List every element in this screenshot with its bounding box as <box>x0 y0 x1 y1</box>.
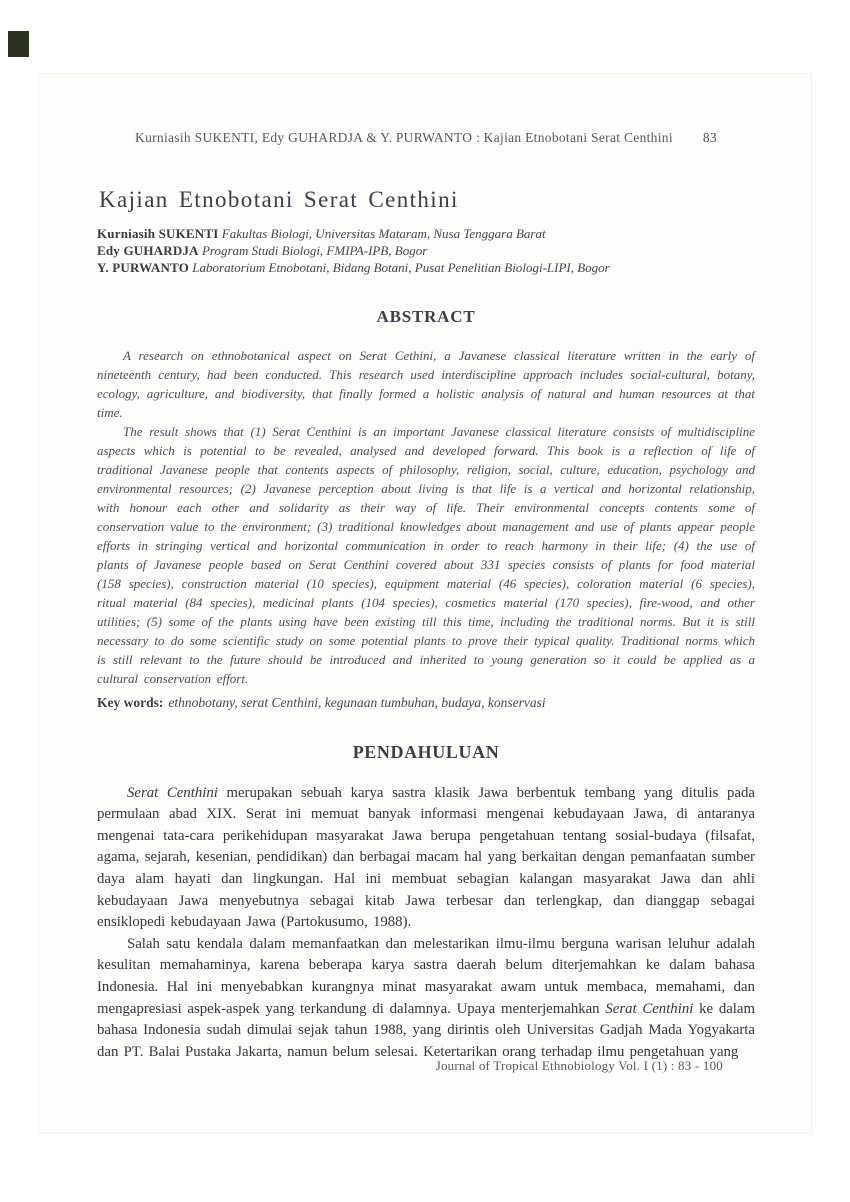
abstract-heading: ABSTRACT <box>376 306 476 326</box>
intro-paragraph: Serat Centhini merupakan sebuah karya sastra klasik Jawa berbentuk tembang yang ditulis pada permulaan abad XIX. Serat ini memuat banyak informasi mengenai kebudayaan Jawa, di antaranya mengenai tata-cara perikehidupan masyarakat Jawa berupa pengetahuan tentang sosial-budaya (filsafat, agama, sejarah, kesenian, pendidikan) dan berbagai macam hal yang berkaitan dengan pemanfaatan sumber daya alam hayati dan lingkungan. Hal ini membuat sebagian kalangan masyarakat Jawa dan ahli kebudayaan Jawa menyebutnya sebagai kitab Jawa terbesar dan terlengkap, dan dianggap sebagai ensiklopedi kebudayaan Jawa (Partokusumo, 1988). <box>97 784 755 931</box>
intro-paragraph: Salah satu kendala dalam memanfaatkan dan melestarikan ilmu-ilmu berguna warisan leluhur adalah kesulitan memahaminya, karena beberapa karya sastra daerah belum diterjemahkan ke dalam bahasa Indonesia. Hal ini menyebabkan kurangnya minat masyarakat awam untuk membaca, memahami, dan mengapresiasi aspek-aspek yang terkandung di dalamnya. Upaya menterjemahkan Serat Centhini ke dalam bahasa Indonesia sudah dimulai sejak tahun 1988, yang dirintis oleh Universitas Gadjah Mada Yogyakarta dan PT. Balai Pustaka Jakarta, namun belum selesai. Ketertarikan orang terhadap ilmu pengetahuan yang <box>97 935 755 1060</box>
abstract-paragraph: A research on ethnobotanical aspect on Serat Cethini, a Javanese classical literature written in the early of nineteenth century, had been conducted. This research used interdiscipline approach includes social-cultural, botany, ecology, agriculture, and biodiversity, that finally formed a holistic analysis of natural and human resources at that time. <box>97 347 755 420</box>
author-line <box>97 260 755 277</box>
keywords-label: Key words: <box>97 694 164 710</box>
author-affiliation: Laboratorium Etnobotani, Bidang Botani, Pusat Penelitian Biologi-LIPI, Bogor <box>192 259 610 275</box>
author-line <box>97 226 755 243</box>
keywords-text: ethnobotany, serat Centhini, kegunaan tumbuhan, budaya, konservasi <box>168 694 546 710</box>
author-affiliation: Fakultas Biologi, Universitas Mataram, Nusa Tenggara Barat <box>221 226 546 242</box>
abstract-body <box>97 346 755 688</box>
article-title: Kajian Etnobotani Serat Centhini <box>99 187 459 212</box>
scanned-page <box>38 73 812 1133</box>
author-line <box>97 243 755 260</box>
author-block <box>97 226 755 276</box>
author-affiliation: Program Studi Biologi, FMIPA-IPB, Bogor <box>201 243 428 259</box>
author-name: Kurniasih SUKENTI <box>97 226 219 242</box>
author-name: Edy GUHARDJA <box>97 243 199 259</box>
page-number: 83 <box>702 130 717 145</box>
author-name: Y. PURWANTO <box>97 259 190 275</box>
journal-footer: Journal of Tropical Ethnobiology Vol. I (1) : 83 - 100 <box>435 1058 723 1073</box>
running-title: Kurniasih SUKENTI, Edy GUHARDJA & Y. PURWANTO : Kajian Etnobotani Serat Centhini <box>135 130 673 145</box>
keywords-line <box>97 694 755 711</box>
running-header <box>97 130 755 146</box>
introduction-heading: PENDAHULUAN <box>352 741 500 762</box>
introduction-body <box>97 783 755 1064</box>
scan-corner-mark <box>8 31 29 57</box>
abstract-paragraph: The result shows that (1) Serat Centhini is an important Javanese classical literature consists of multidiscipline aspects which is potential to be revealed, analysed and developed forward. This book is a reflection of life of traditional Javanese people that contents aspects of philosophy, religion, social, culture, education, psychology and environmental resources; (2) Javanese perception about living is that life is a vertical and horizontal relationship, with honour each other and solidarity as their way of life. Their environmental concepts contents some of conservation value to the environment; (3) traditional knowledges about management and use of plants appear people efforts in stringing vertical and horizontal communication in order to reach harmony in their life; (4) the use of plants of Javanese people based on Serat Centhini covered about 331 species consists of plants for food material (158 species), construction material (10 species), equipment material (46 species), coloration material (6 species), ritual material (84 species), medicinal plants (104 species), cosmetics material (170 species), fire-wood, and other utilities; (5) some of the plants using have been existing till this time, including the traditional norms. But it is still necessary to do some scientific study on some potential plants to prove their typical quality. Traditional norms which is still relevant to the future should be introduced and inherited to young generation so it could be applied as a cultural conservation effort. <box>97 423 755 686</box>
